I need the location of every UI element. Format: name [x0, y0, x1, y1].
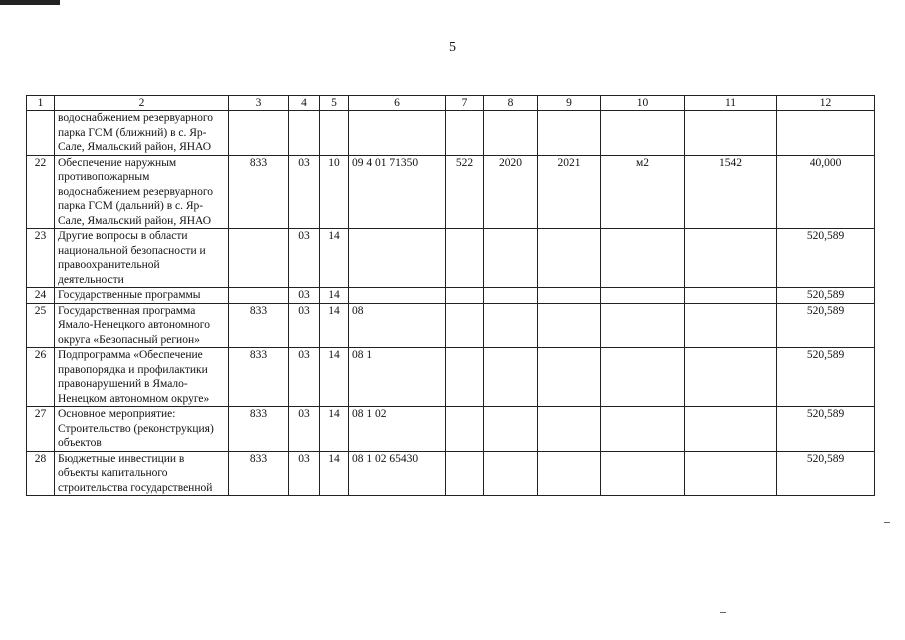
cell-section: 03 — [289, 348, 320, 407]
cell-start-year — [484, 229, 538, 288]
cell-target-article: 08 1 02 — [349, 407, 446, 452]
column-header: 7 — [446, 96, 484, 111]
cell-end-year — [538, 229, 601, 288]
cell-start-year — [484, 288, 538, 304]
cell-subsection: 14 — [320, 288, 349, 304]
cell-capacity — [685, 451, 777, 496]
cell-expense-type — [446, 303, 484, 348]
cell-amount: 520,589 — [777, 348, 875, 407]
scan-corner-mark — [0, 0, 60, 5]
table-row — [27, 111, 875, 156]
table-row — [27, 288, 875, 304]
cell-unit — [601, 348, 685, 407]
cell-subsection: 14 — [320, 451, 349, 496]
cell-capacity — [685, 348, 777, 407]
row-name: Основное мероприятие: Строительство (реконструкция) объектов — [55, 407, 229, 452]
row-name: Бюджетные инвестиции в объекты капитального строительства государственной — [55, 451, 229, 496]
cell-amount — [777, 111, 875, 156]
column-header: 8 — [484, 96, 538, 111]
cell-unit — [601, 288, 685, 304]
row-name: Другие вопросы в области национальной безопасности и правоохранительной деятельности — [55, 229, 229, 288]
cell-target-article: 08 1 — [349, 348, 446, 407]
row-name: Государственная программа Ямало-Ненецкого автономного округа «Безопасный регион» — [55, 303, 229, 348]
cell-section: 03 — [289, 407, 320, 452]
cell-end-year — [538, 303, 601, 348]
row-number: 22 — [27, 155, 55, 229]
cell-amount: 520,589 — [777, 303, 875, 348]
cell-unit — [601, 229, 685, 288]
cell-start-year — [484, 451, 538, 496]
cell-target-article — [349, 111, 446, 156]
cell-end-year — [538, 348, 601, 407]
cell-section: 03 — [289, 288, 320, 304]
page-number: 5 — [449, 40, 456, 55]
cell-target-article: 08 1 02 65430 — [349, 451, 446, 496]
cell-subsection: 14 — [320, 407, 349, 452]
cell-end-year: 2021 — [538, 155, 601, 229]
cell-expense-type — [446, 348, 484, 407]
cell-target-article — [349, 288, 446, 304]
column-header: 10 — [601, 96, 685, 111]
cell-ministry-code — [229, 229, 289, 288]
cell-section — [289, 111, 320, 156]
cell-start-year — [484, 407, 538, 452]
cell-ministry-code: 833 — [229, 348, 289, 407]
cell-expense-type — [446, 288, 484, 304]
column-header: 4 — [289, 96, 320, 111]
cell-unit — [601, 407, 685, 452]
cell-expense-type — [446, 111, 484, 156]
cell-capacity: 1542 — [685, 155, 777, 229]
column-header: 9 — [538, 96, 601, 111]
table-row — [27, 407, 875, 452]
cell-unit — [601, 111, 685, 156]
row-name: Подпрограмма «Обеспечение правопорядка и профилактики правонарушений в Ямало-Ненецком автономном округе» — [55, 348, 229, 407]
cell-capacity — [685, 407, 777, 452]
cell-amount: 520,589 — [777, 288, 875, 304]
column-header: 2 — [55, 96, 229, 111]
cell-expense-type — [446, 407, 484, 452]
cell-ministry-code: 833 — [229, 407, 289, 452]
cell-start-year: 2020 — [484, 155, 538, 229]
table-row — [27, 451, 875, 496]
cell-unit — [601, 303, 685, 348]
cell-ministry-code — [229, 288, 289, 304]
cell-ministry-code: 833 — [229, 451, 289, 496]
cell-capacity — [685, 303, 777, 348]
row-number: 25 — [27, 303, 55, 348]
cell-end-year — [538, 288, 601, 304]
cell-expense-type — [446, 229, 484, 288]
cell-section: 03 — [289, 303, 320, 348]
cell-subsection: 14 — [320, 229, 349, 288]
cell-amount: 520,589 — [777, 229, 875, 288]
row-name: водоснабжением резервуарного парка ГСМ (ближний) в с. Яр-Сале, Ямальский район, ЯНАО — [55, 111, 229, 156]
row-name: Обеспечение наружным противопожарным водоснабжением резервуарного парка ГСМ (дальний) в с. Яр-Сале, Ямальский район, ЯНАО — [55, 155, 229, 229]
table-row — [27, 348, 875, 407]
cell-unit — [601, 451, 685, 496]
row-number: 24 — [27, 288, 55, 304]
table-row — [27, 229, 875, 288]
row-number: 27 — [27, 407, 55, 452]
cell-capacity — [685, 288, 777, 304]
cell-end-year — [538, 451, 601, 496]
cell-expense-type — [446, 451, 484, 496]
cell-section: 03 — [289, 451, 320, 496]
cell-subsection: 14 — [320, 303, 349, 348]
cell-start-year — [484, 111, 538, 156]
column-header: 6 — [349, 96, 446, 111]
cell-section: 03 — [289, 229, 320, 288]
column-header: 5 — [320, 96, 349, 111]
cell-capacity — [685, 111, 777, 156]
row-number: 26 — [27, 348, 55, 407]
cell-ministry-code — [229, 111, 289, 156]
cell-end-year — [538, 407, 601, 452]
cell-section: 03 — [289, 155, 320, 229]
cell-unit: м2 — [601, 155, 685, 229]
cell-subsection: 14 — [320, 348, 349, 407]
cell-ministry-code: 833 — [229, 155, 289, 229]
table-row — [27, 303, 875, 348]
cell-capacity — [685, 229, 777, 288]
column-header: 11 — [685, 96, 777, 111]
table-row — [27, 155, 875, 229]
row-number: 23 — [27, 229, 55, 288]
cell-subsection — [320, 111, 349, 156]
budget-table — [26, 95, 875, 496]
row-number: 28 — [27, 451, 55, 496]
cell-amount: 40,000 — [777, 155, 875, 229]
cell-subsection: 10 — [320, 155, 349, 229]
scan-speck — [884, 522, 890, 523]
cell-start-year — [484, 303, 538, 348]
cell-amount: 520,589 — [777, 451, 875, 496]
cell-ministry-code: 833 — [229, 303, 289, 348]
table-header-row — [27, 96, 875, 111]
cell-end-year — [538, 111, 601, 156]
column-header: 3 — [229, 96, 289, 111]
cell-target-article: 09 4 01 71350 — [349, 155, 446, 229]
cell-amount: 520,589 — [777, 407, 875, 452]
cell-target-article — [349, 229, 446, 288]
column-header: 12 — [777, 96, 875, 111]
row-name: Государственные программы — [55, 288, 229, 304]
cell-expense-type: 522 — [446, 155, 484, 229]
cell-target-article: 08 — [349, 303, 446, 348]
cell-start-year — [484, 348, 538, 407]
column-header: 1 — [27, 96, 55, 111]
row-number — [27, 111, 55, 156]
scan-speck — [720, 612, 726, 613]
